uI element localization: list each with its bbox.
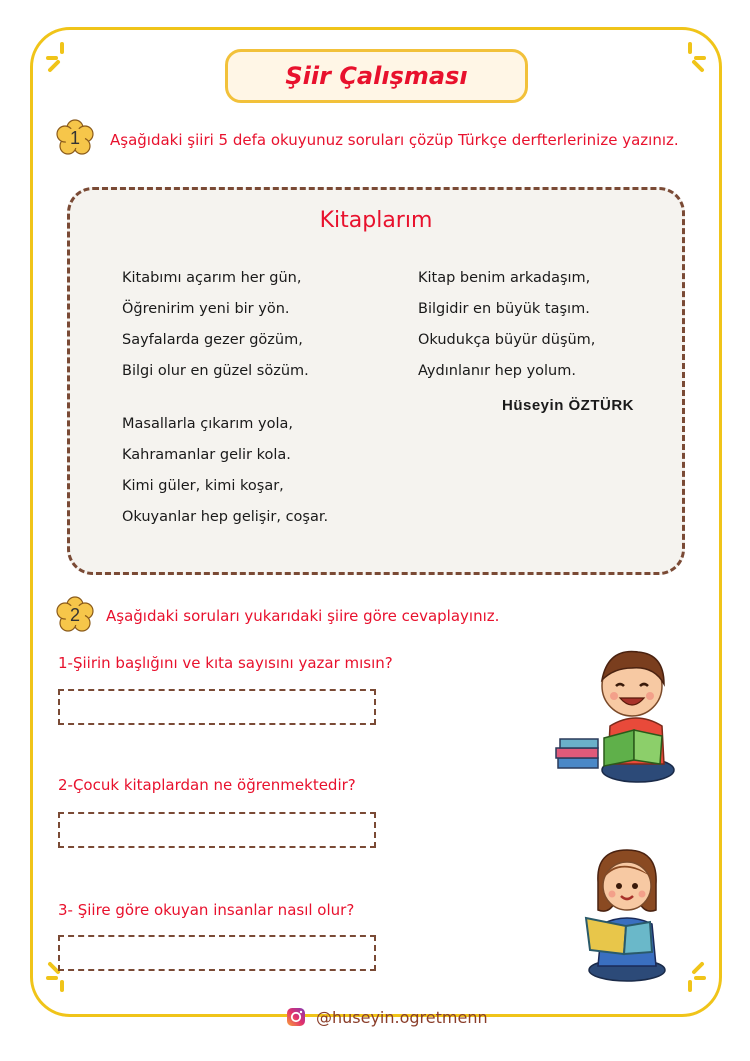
step-2-instruction: Aşağıdaki soruları yukarıdaki şiire göre cevaplayınız. bbox=[106, 607, 500, 625]
answer-box-1[interactable] bbox=[58, 689, 376, 725]
top-left-sparkle-icon bbox=[44, 40, 80, 76]
step-1-badge bbox=[56, 119, 94, 157]
poem-line: Sayfalarda gezer gözüm, bbox=[122, 332, 303, 348]
step-1-number: 1 bbox=[69, 127, 80, 148]
poem-line: Masallarla çıkarım yola, bbox=[122, 416, 293, 432]
poem-line: Bilgi olur en güzel sözüm. bbox=[122, 363, 309, 379]
answer-box-3[interactable] bbox=[58, 935, 376, 971]
poem-line: Kitap benim arkadaşım, bbox=[418, 270, 591, 286]
footer bbox=[286, 1005, 488, 1029]
poem-line: Kitabımı açarım her gün, bbox=[122, 270, 302, 286]
poem-stanza-3 bbox=[418, 263, 595, 387]
poem-line: Kimi güler, kimi koşar, bbox=[122, 478, 284, 494]
poem-title: Kitaplarım bbox=[319, 208, 433, 233]
question-1: 1-Şiirin başlığını ve kıta sayısını yazar mısın? bbox=[58, 654, 393, 672]
bottom-right-sparkle-icon bbox=[672, 958, 708, 994]
poem-line: Öğrenirim yeni bir yön. bbox=[122, 301, 290, 317]
question-3: 3- Şiire göre okuyan insanlar nasıl olur? bbox=[58, 901, 355, 919]
poem-line: Bilgidir en büyük taşım. bbox=[418, 301, 590, 317]
question-2: 2-Çocuk kitaplardan ne öğrenmektedir? bbox=[58, 776, 356, 794]
top-right-sparkle-icon bbox=[672, 40, 708, 76]
poem-line: Okudukça büyür düşüm, bbox=[418, 332, 596, 348]
instagram-icon[interactable] bbox=[286, 1007, 306, 1027]
poem-stanza-1 bbox=[122, 263, 309, 387]
poem-stanza-2 bbox=[122, 409, 328, 533]
worksheet-title: Şiir Çalışması bbox=[285, 62, 468, 90]
step-1-instruction: Aşağıdaki şiiri 5 defa okuyunuz soruları çözüp Türkçe derfterlerinize yazınız. bbox=[110, 131, 679, 149]
boy-reading-illustration bbox=[552, 640, 676, 788]
poem-line: Aydınlanır hep yolum. bbox=[418, 363, 576, 379]
poem-box bbox=[67, 187, 685, 575]
answer-box-2[interactable] bbox=[58, 812, 376, 848]
poem-author: Hüseyin ÖZTÜRK bbox=[502, 397, 635, 414]
step-2-number: 2 bbox=[69, 604, 80, 625]
step-2-badge bbox=[56, 596, 94, 634]
worksheet-title-box bbox=[225, 49, 528, 103]
girl-reading-illustration bbox=[580, 842, 674, 984]
poem-line: Kahramanlar gelir kola. bbox=[122, 447, 291, 463]
poem-line: Okuyanlar hep gelişir, coşar. bbox=[122, 509, 329, 525]
instagram-handle[interactable]: @huseyin.ogretmenn bbox=[316, 1007, 488, 1027]
